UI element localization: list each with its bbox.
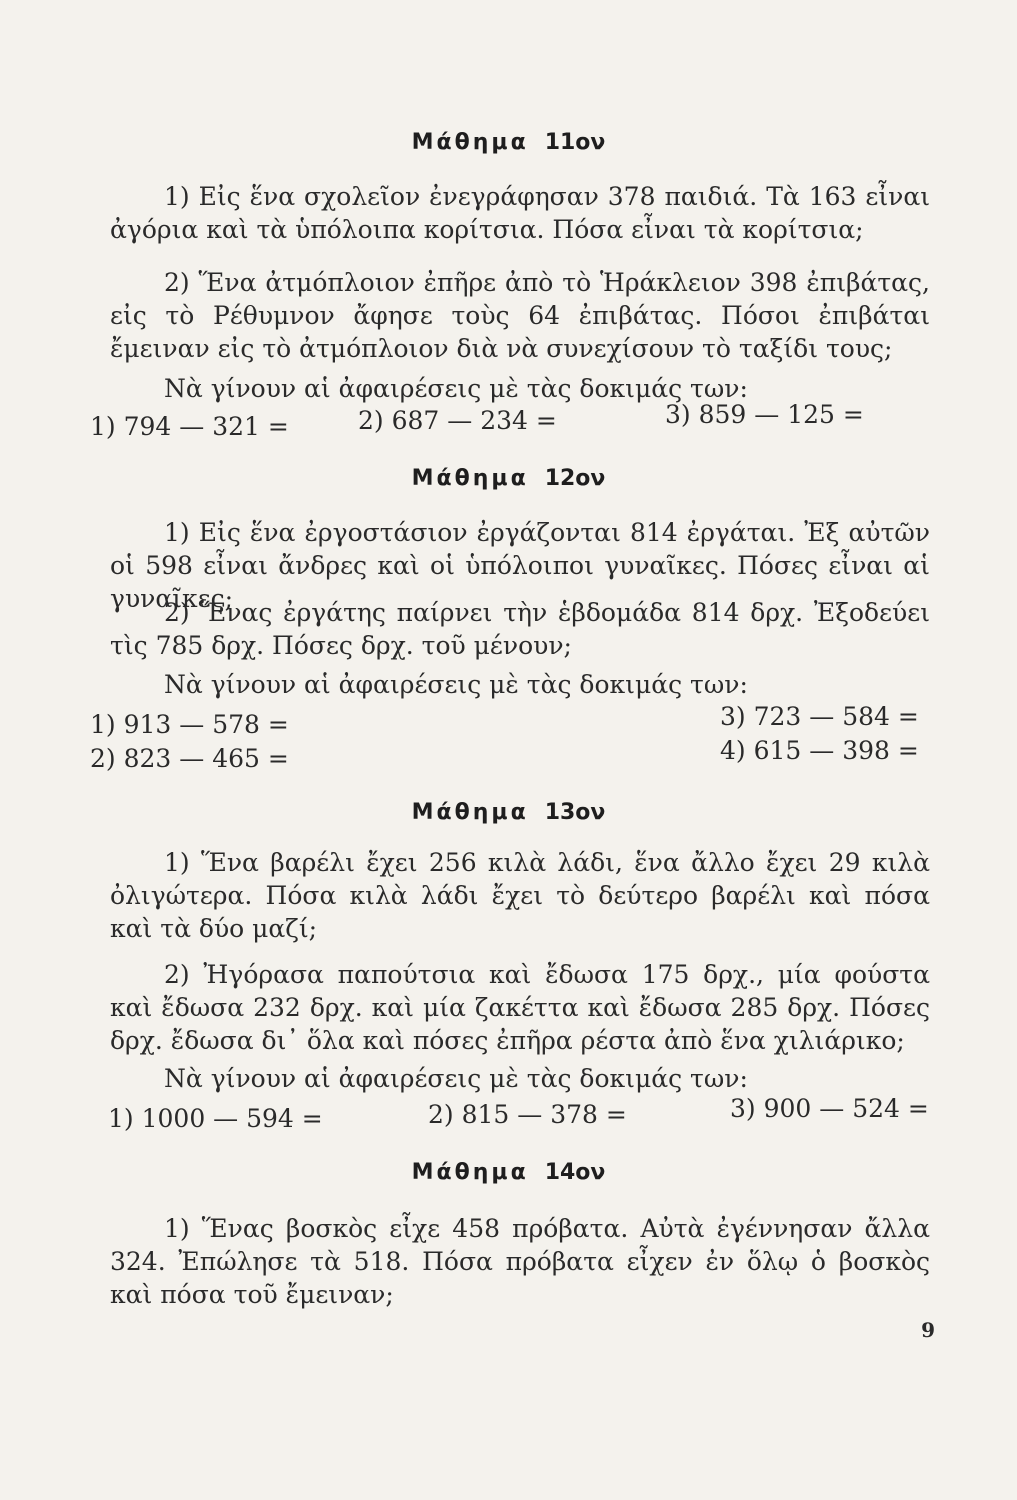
lesson-title: Μάθημα	[411, 466, 529, 491]
problem-text: 1) Εἰς ἕνα ἐργοστάσιον ἐργάζονται 814 ἐργάται. Ἐξ αὐτῶν οἱ 598 εἶναι ἄνδρες καὶ οἱ ὑπόλοιποι γυναῖκες. Πόσες εἶναι αἱ γυναῖκες;	[110, 518, 930, 613]
exercise: 2) 815 — 378 =	[428, 1100, 627, 1129]
problem-text: 2) Ἕνας ἐργάτης παίρνει τὴν ἑβδομάδα 814 δρχ. Ἐξοδεύει τὶς 785 δρχ. Πόσες δρχ. τοῦ μένουν;	[110, 598, 930, 660]
problem-text: 2) Ἕνα ἀτμόπλοιον ἐπῆρε ἀπὸ τὸ Ἡράκλειον 398 ἐπιβάτας, εἰς τὸ Ρέθυμνον ἄφησε τοὺς 64 ἐπιβάτας. Πόσοι ἐπιβάται ἔμειναν εἰς τὸ ἀτμόπλοιον διὰ νὰ συνεχίσουν τὸ ταξίδι τους;	[110, 268, 930, 363]
exercise: 2) 687 — 234 =	[358, 406, 557, 435]
instruction-text: Νὰ γίνουν αἱ ἀφαιρέσεις μὲ τὰς δοκιμάς των:	[164, 670, 748, 699]
exercise: 3) 723 — 584 =	[720, 702, 919, 731]
lesson-title: Μάθημα	[411, 800, 529, 825]
exercise: 1) 1000 — 594 =	[108, 1104, 323, 1133]
instruction-text: Νὰ γίνουν αἱ ἀφαιρέσεις μὲ τὰς δοκιμάς των:	[164, 1064, 748, 1093]
lesson-heading	[0, 130, 1017, 155]
problem-text: 1) Ἕνας βοσκὸς εἶχε 458 πρόβατα. Αὐτὰ ἐγέννησαν ἄλλα 324. Ἐπώλησε τὰ 518. Πόσα πρόβατα εἶχεν ἐν ὅλῳ ὁ βοσκὸς καὶ πόσα τοῦ ἔμειναν;	[110, 1214, 930, 1309]
lesson-title: Μάθημα	[411, 130, 529, 155]
lesson-title: Μάθημα	[411, 1160, 529, 1185]
lesson-heading	[0, 800, 1017, 825]
exercise: 4) 615 — 398 =	[720, 736, 919, 765]
exercise: 3) 859 — 125 =	[665, 400, 864, 429]
exercise: 1) 913 — 578 =	[90, 710, 289, 739]
exercise: 3) 900 — 524 =	[730, 1094, 929, 1123]
problem-text: 1) Ἕνα βαρέλι ἔχει 256 κιλὰ λάδι, ἕνα ἄλλο ἔχει 29 κιλὰ ὀλιγώτερα. Πόσα κιλὰ λάδι ἔχει τὸ δεύτερο βαρέλι καὶ πόσα καὶ τὰ δύο μαζί;	[110, 848, 930, 943]
page-number: 9	[921, 1318, 935, 1342]
instruction-text: Νὰ γίνουν αἱ ἀφαιρέσεις μὲ τὰς δοκιμάς των:	[164, 374, 748, 403]
problem-text: 2) Ἠγόρασα παπούτσια καὶ ἔδωσα 175 δρχ., μία φούστα καὶ ἔδωσα 232 δρχ. καὶ μία ζακέττα καὶ ἔδωσα 285 δρχ. Πόσες δρχ. ἔδωσα δι᾽ ὅλα καὶ πόσες ἐπῆρα ρέστα ἀπὸ ἕνα χιλιάρικο;	[110, 960, 930, 1055]
lesson-number: 11ον	[544, 130, 606, 155]
exercise: 2) 823 — 465 =	[90, 744, 289, 773]
lesson-number: 13ον	[544, 800, 606, 825]
lesson-number: 12ον	[544, 466, 606, 491]
problem-text: 1) Εἰς ἕνα σχολεῖον ἐνεγράφησαν 378 παιδιά. Τὰ 163 εἶναι ἀγόρια καὶ τὰ ὑπόλοιπα κορίτσια. Πόσα εἶναι τὰ κορίτσια;	[110, 182, 930, 244]
lesson-heading	[0, 466, 1017, 491]
exercise: 1) 794 — 321 =	[90, 412, 289, 441]
lesson-heading	[0, 1160, 1017, 1185]
lesson-number: 14ον	[544, 1160, 606, 1185]
